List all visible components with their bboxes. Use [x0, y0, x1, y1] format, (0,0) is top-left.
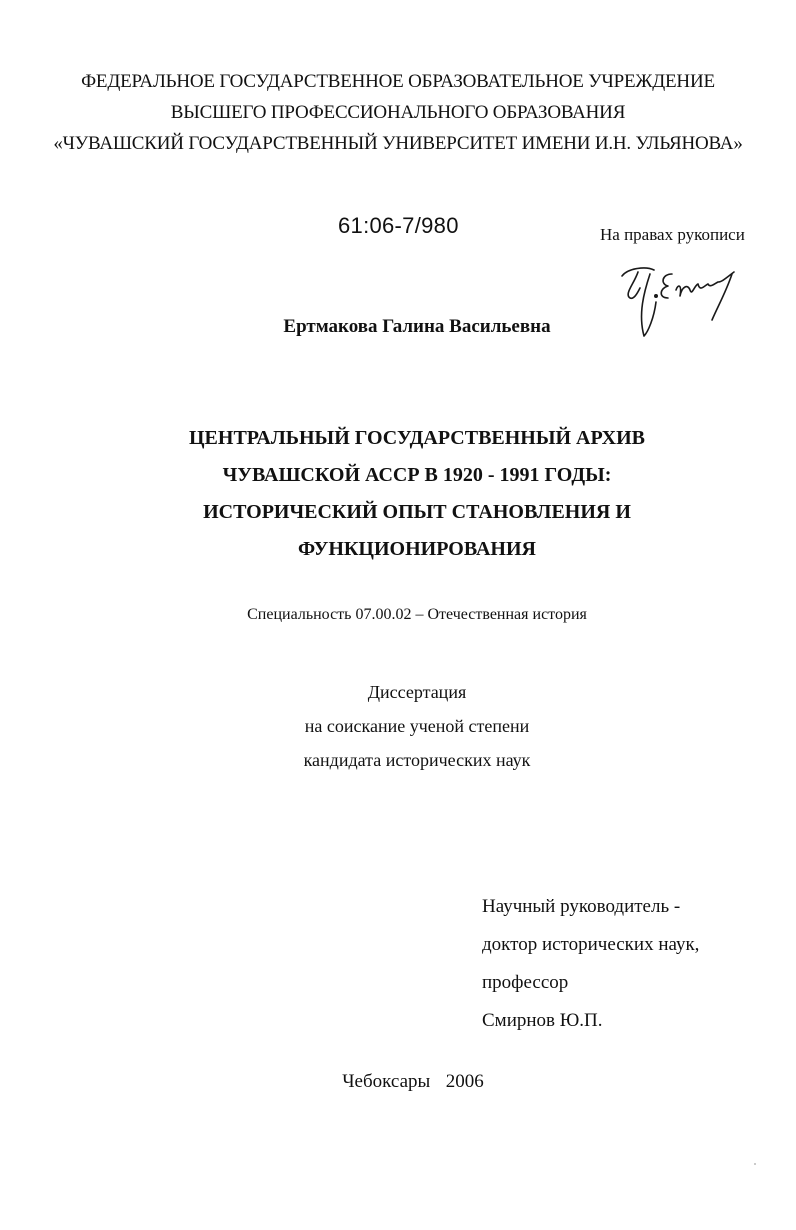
title-line-4: ФУНКЦИОНИРОВАНИЯ [298, 538, 536, 560]
scientific-supervisor [482, 888, 699, 1040]
degree-line-3: кандидата исторических наук [303, 750, 531, 770]
library-stamp-code: 61:06-7/980 [338, 213, 459, 238]
title-line-1: ЦЕНТРАЛЬНЫЙ ГОСУДАРСТВЕННЫЙ АРХИВ [188, 427, 645, 449]
degree-line-2: на соискание ученой степени [304, 716, 530, 736]
supervisor-line-3: профессор [482, 972, 569, 993]
supervisor-line-2: доктор исторических наук, [482, 934, 700, 955]
dissertation-title [0, 420, 796, 568]
supervisor-line-1: Научный руководитель - [482, 896, 681, 917]
city-and-year: Чебоксары 2006 [342, 1071, 484, 1092]
institution-header [0, 66, 796, 159]
institution-line-3: «ЧУВАШСКИЙ ГОСУДАРСТВЕННЫЙ УНИВЕРСИТЕТ ИМЕНИ И.Н. УЛЬЯНОВА» [53, 133, 743, 154]
supervisor-line-4: Смирнов Ю.П. [482, 1010, 603, 1031]
manuscript-rights-note: На правах рукописи [600, 225, 745, 244]
institution-line-1: ФЕДЕРАЛЬНОЕ ГОСУДАРСТВЕННОЕ ОБРАЗОВАТЕЛЬНОЕ УЧРЕЖДЕНИЕ [81, 71, 715, 92]
title-line-2: ЧУВАШСКОЙ АССР В 1920 - 1991 ГОДЫ: [222, 464, 612, 486]
degree-statement [0, 675, 796, 777]
specialty: Специальность 07.00.02 – Отечественная история [247, 606, 587, 623]
author-name: Ертмакова Галина Васильевна [283, 316, 551, 337]
degree-line-1: Диссертация [367, 682, 467, 702]
title-line-3: ИСТОРИЧЕСКИЙ ОПЫТ СТАНОВЛЕНИЯ И [203, 501, 631, 523]
institution-line-2: ВЫСШЕГО ПРОФЕССИОНАЛЬНОГО ОБРАЗОВАНИЯ [170, 102, 626, 123]
scan-speck [754, 1163, 756, 1165]
